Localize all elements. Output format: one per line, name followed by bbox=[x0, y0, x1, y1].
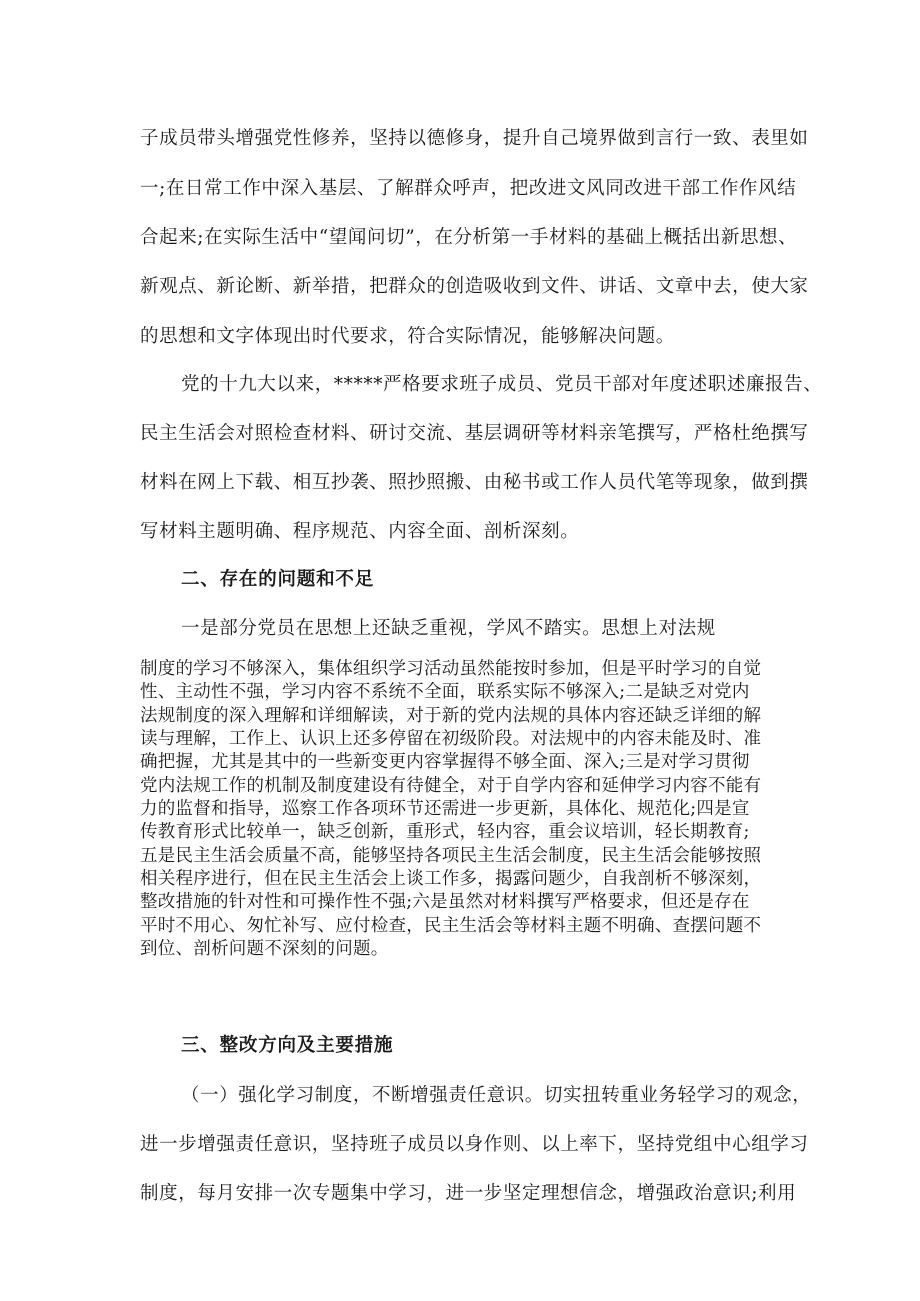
paragraph-line: 五是民主生活会质量不高，能够坚持各项民主生活会制度，民主生活会能够按照 bbox=[140, 845, 762, 866]
paragraph-line: 法规制度的深入理解和详细解读，对于新的党内法规的具体内容还缺乏详细的解 bbox=[140, 705, 762, 726]
paragraph-line: 的思想和文字体现出时代要求，符合实际情况，能够解决问题。 bbox=[140, 326, 675, 347]
paragraph-line: 合起来;在实际生活中“望闻问切”，在分析第一手材料的基础上概括出新思想、 bbox=[140, 227, 798, 248]
paragraph-line: 平时不用心、匆忙补写、应付检查，民主生活会等材料主题不明确、查摆问题不 bbox=[140, 915, 762, 936]
paragraph-line: 确把握，尤其是其中的一些新变更内容掌握得不够全面、深入;三是对学习贯彻 bbox=[140, 752, 750, 773]
paragraph-line: 制度，每月安排一次专题集中学习，进一步坚定理想信念，增强政治意识;利用 bbox=[140, 1183, 797, 1204]
paragraph-line: 一;在日常工作中深入基层、了解群众呼声，把改进文风同改进干部工作作风结 bbox=[140, 178, 797, 199]
paragraph-line: 写材料主题明确、程序规范、内容全面、剖析深刻。 bbox=[140, 521, 580, 542]
paragraph-line: 制度的学习不够深入，集体组织学习活动虽然能按时参加，但是平时学习的自觉 bbox=[140, 659, 762, 679]
paragraph-line: 子成员带头增强党性修养，坚持以德修身，提升自己境界做到言行一致、表里如 bbox=[140, 128, 809, 149]
dense-paragraph bbox=[140, 658, 790, 961]
paragraph-line: 材料在网上下载、相互抄袭、照抄照搬、由秘书或工作人员代笔等现象，做到撰 bbox=[140, 472, 809, 493]
paragraph-line: 力的监督和指导，巡察工作各项环节还需进一步更新，具体化、规范化;四是宣 bbox=[140, 799, 750, 820]
paragraph-line: 进一步增强责任意识，坚持班子成员以身作则、以上率下，坚持党组中心组学习 bbox=[140, 1134, 809, 1155]
paragraph-line: 新观点、新论断、新举措，把群众的创造吸收到文件、讲话、文章中去，使大家 bbox=[140, 276, 809, 297]
paragraph-line: （一）强化学习制度，不断增强责任意识。切实扭转重业务轻学习的观念， bbox=[181, 1085, 812, 1106]
section-heading: 二、存在的问题和不足 bbox=[181, 569, 375, 590]
paragraph-line: 党内法规工作的机制及制度建设有待健全，对于自学内容和延伸学习内容不能有 bbox=[140, 775, 762, 796]
paragraph-line: 一是部分党员在思想上还缺乏重视，学风不踏实。思想上对法规 bbox=[181, 618, 716, 639]
paragraph-line: 党的十九大以来，*****严格要求班子成员、党员干部对年度述职述廉报告、 bbox=[181, 374, 823, 395]
paragraph-line: 相关程序进行，但在民主生活会上谈工作多，揭露问题少，自我剖析不够深刻， bbox=[140, 869, 762, 890]
paragraph-line: 性、主动性不强，学习内容不系统不全面，联系实际不够深入;二是缺乏对党内 bbox=[140, 682, 750, 703]
paragraph-line: 传教育形式比较单一，缺乏创新，重形式，轻内容，重会议培训，轻长期教育; bbox=[140, 822, 750, 843]
paragraph-line: 整改措施的针对性和可操作性不强;六是虽然对材料撰写严格要求，但还是存在 bbox=[140, 892, 750, 913]
paragraph-line: 读与理解，工作上、认识上还多停留在初级阶段。对法规中的内容未能及时、准 bbox=[140, 729, 762, 750]
section-heading: 三、整改方向及主要措施 bbox=[181, 1035, 394, 1056]
paragraph-line: 到位、剖析问题不深刻的问题。 bbox=[140, 939, 389, 960]
paragraph-line: 民主生活会对照检查材料、研讨交流、基层调研等材料亲笔撰写，严格杜绝撰写 bbox=[140, 423, 809, 444]
